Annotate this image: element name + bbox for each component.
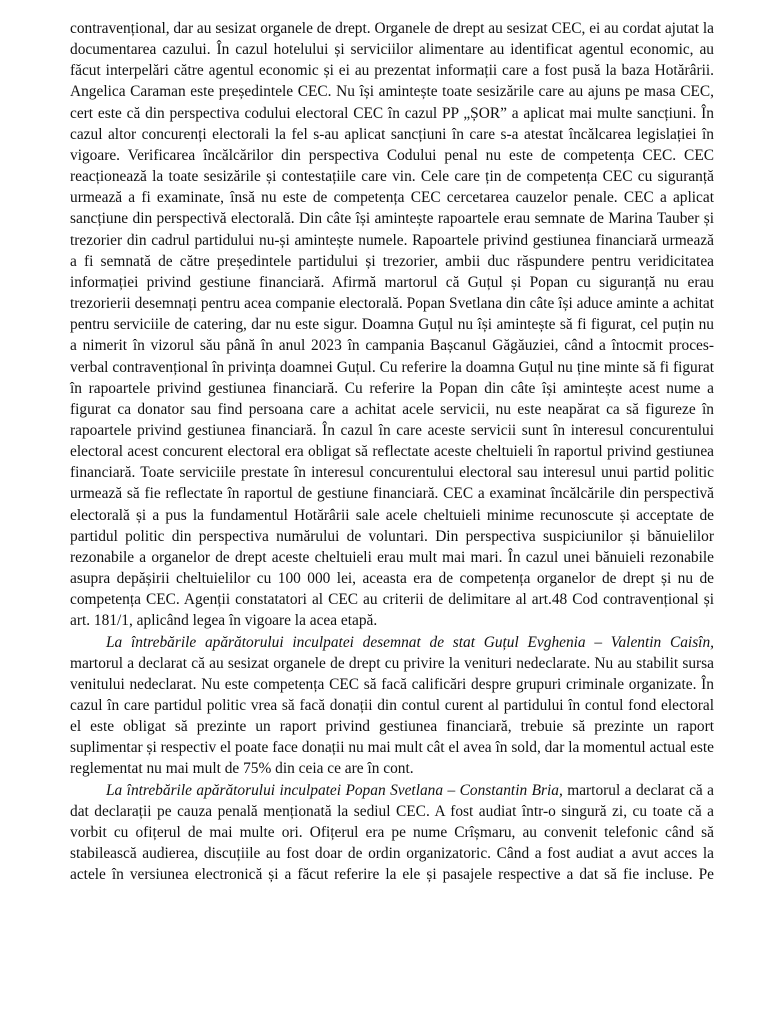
paragraph-text: martorul a declarat că au sesizat organele de drept cu privire la venituri nedeclarate. Nu au stabilit sursa venitului nedeclarat. Nu este competența CEC să facă calificări despre grupuri criminale organizate. În cazul în care partidul politic vrea să facă donații din contul curent al partidului în contul fond electoral el este obligat să prezinte un raport privind gestiunea financiară, trebuie să prezinte un raport suplimentar și respectiv el poate face donații nu mai mult cât el avea în sold, dar la momentul actual este reglementat nu mai mult de 75% din ceia ce are în cont. [70, 654, 714, 778]
paragraph-defense-gutul [70, 632, 714, 780]
paragraph-lead-italic: La întrebările apărătorului inculpatei desemnat de stat Guțul Evghenia – Valentin Caisîn, [106, 633, 714, 651]
paragraph-text: contravențional, dar au sesizat organele de drept. Organele de drept au sesizat CEC, ei au cordat ajutat la documentarea cazului. În cazul hotelului și serviciilor alimentare au identificat agentul economic, au făcut interpelări către agentul economic și ei au prezentat informații care a fost pusă la baza Hotărârii. Angelica Caraman este președintele CEC. Nu își amintește toate sesizările care au ajuns pe masa CEC, cert este că din perspectiva codului electoral CEC în cazul PP „ȘOR” a aplicat mai multe sancțiuni. În cazul altor concurenți electorali la fel s-au aplicat sancțiuni în care s-a atestat încălcarea legislației în vigoare. Verificarea încălcărilor din perspectiva Codului penal nu este de competența CEC. CEC reacționează la toate sesizările și contestațiile care vin. Cele care țin de competența CEC cu siguranță urmează a fi examinate, însă nu este de competența CEC cercetarea cauzelor penale. CEC a aplicat sancțiune din perspectivă electorală. Din câte își amintește rapoartele erau semnate de Marina Tauber și trezorier din cadrul partidului nu-și amintește numele. Rapoartele privind gestiunea financiară urmează a fi semnată de către președintele partidului și trezorier, ambii duc răspundere pentru veridicitatea informației privind gestiune financiară. Afirmă martorul că Guțul și Popan cu siguranță nu erau trezorierii desemnați pentru acea companie electorală. Popan Svetlana din câte își aduce aminte a achitat pentru serviciile de catering, dar nu este sigur. Doamna Guțul nu își amintește să fi figurat, cel puțin nu a nimerit în vizorul său până în anul 2023 în campania Bașcanul Găgăuziei, când a întocmit proces-verbal contravențional în privința doamnei Guțul. Cu referire la doamna Guțul nu ține minte să fi figurat în rapoartele privind gestiunea financiară. Cu referire la Popan din câte își amintește acest nume a figurat ca donator sau find persoana care a achitat acele servicii, nu este neapărat ca să figureze în rapoartele privind gestiunea financiară. În cazul în care aceste servicii sunt în interesul concurentului electoral acest concurent electoral era obligat să reflectate aceste cheltuieli în raportul privind gestiunea financiară. Toate serviciile prestate în interesul concurentului electoral sau interesul unui partid politic urmează să fie reflectate în raportul de gestiune financiară. CEC a examinat încălcările din perspectivă electorală și a pus la fundamentul Hotărârii sale acele cheltuieli minime recunoscute și acceptate de partidul politic din perspectiva numărului de voluntari. Din perspectiva suspiciunilor și bănuielilor rezonabile a organelor de drept aceste cheltuieli erau mult mai mari. În cazul unei bănuieli rezonabile asupra depășirii cheltuielilor cu 100 000 lei, aceasta era de competența organelor de drept și nu de competența CEC. Agenții constatatori al CEC au criterii de delimitare al art.48 Cod contravențional și art. 181/1, aplicând legea în vigoare la acea etapă. [70, 20, 714, 630]
paragraph-defense-popan [70, 780, 714, 886]
paragraph-text: martorul a declarat că a dat declarații pe cauza penală menționată la sediul CEC. A fost audiat într-o singură zi, cu toate că a vorbit cu ofițerul de mai multe ori. Ofițerul era pe nume Crîșmaru, au convenit telefonic când să stabilească audierea, discuțiile au fost doar de ordin organizatoric. Când a fost audiat a avut acces la actele în versiunea electronică și a făcut referire la ele și pasajele respective a dat să fie incluse. Pe [70, 781, 714, 884]
paragraph-lead-italic: La întrebările apărătorului inculpatei Popan Svetlana – Constantin Bria, [106, 781, 563, 799]
paragraph-testimony-continuation [70, 18, 714, 632]
